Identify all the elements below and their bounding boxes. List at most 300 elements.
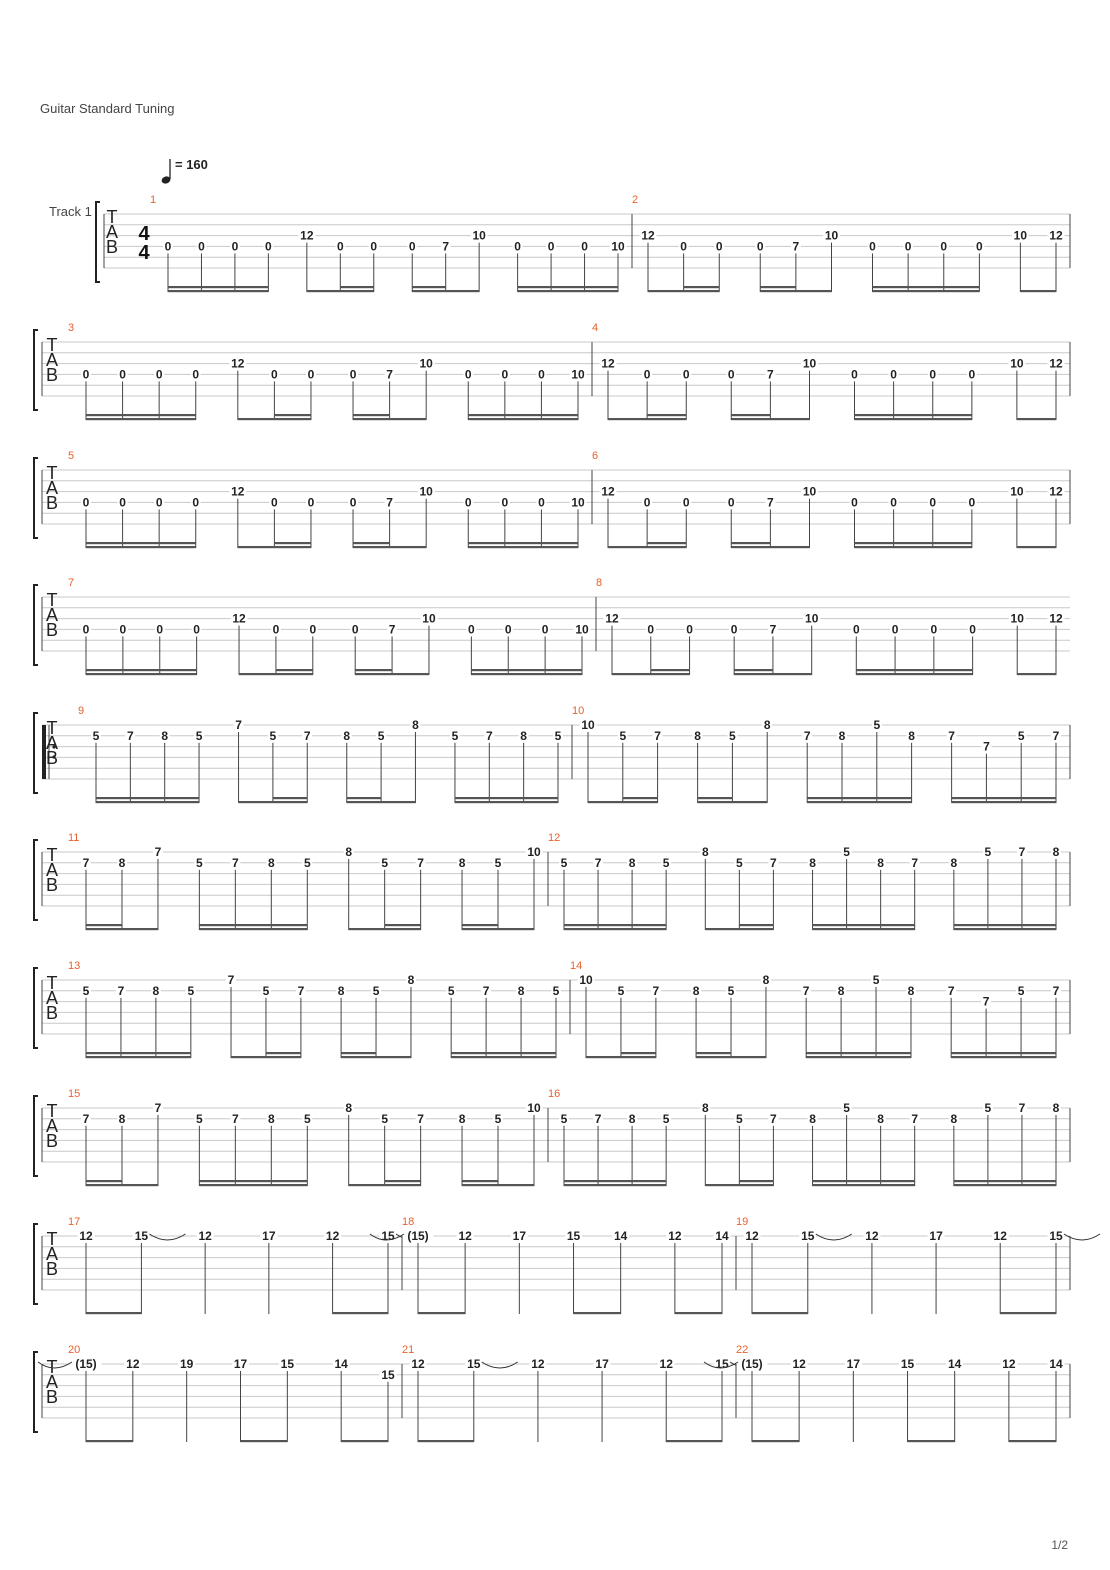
track-name: Track 1	[49, 204, 92, 219]
beam	[564, 928, 666, 930]
fret-number: 7	[792, 239, 800, 254]
beam	[696, 1052, 731, 1054]
tab-letter-b: B	[45, 365, 59, 385]
fret-number: 10	[824, 228, 839, 243]
fret-number: 0	[541, 622, 549, 637]
fret-number: 8	[345, 845, 353, 859]
staff-system	[96, 194, 1070, 292]
beam	[696, 1056, 766, 1058]
staff-bracket	[34, 585, 38, 665]
fret-number: 0	[119, 622, 127, 637]
tie-arc	[816, 1234, 852, 1240]
fret-number: 12	[231, 484, 245, 499]
fret-number: 7	[802, 983, 810, 998]
measure-number: 14	[570, 960, 583, 972]
staff-bracket	[34, 713, 38, 793]
fret-number: 7	[770, 1111, 777, 1126]
fret-number: 5	[372, 983, 380, 998]
beam	[462, 928, 534, 930]
beam	[451, 1052, 556, 1054]
tab-letter-a: A	[45, 350, 59, 370]
fret-number: 0	[930, 622, 938, 637]
beam	[612, 673, 690, 675]
beam	[168, 286, 268, 288]
beam	[806, 1056, 911, 1058]
beam	[854, 414, 971, 416]
fret-number: 12	[641, 228, 655, 243]
fret-number: 7	[388, 622, 396, 637]
beam	[608, 546, 686, 548]
fret-number: 10	[1010, 611, 1024, 626]
fret-number: 0	[929, 367, 937, 382]
fret-number: 15	[566, 1229, 581, 1243]
fret-number: 10	[581, 718, 595, 732]
fret-number: 5	[727, 983, 735, 998]
time-signature-bottom: 4	[138, 242, 150, 264]
beam	[806, 1052, 911, 1054]
beam	[238, 418, 311, 420]
tie-arc	[1064, 1234, 1100, 1240]
beam	[731, 414, 770, 416]
fret-number: 7	[1052, 728, 1060, 743]
fret-number: 12	[601, 484, 615, 499]
beam	[418, 1312, 465, 1314]
fret-number: 15	[381, 1229, 395, 1243]
beam	[86, 418, 196, 420]
beam	[468, 546, 578, 548]
beam	[385, 1180, 421, 1182]
fret-number: 8	[628, 1111, 636, 1126]
beam	[199, 924, 307, 926]
beam	[1000, 1312, 1056, 1314]
fret-number: 5	[447, 983, 455, 998]
fret-number: 8	[701, 1101, 709, 1115]
fret-number: 14	[613, 1229, 628, 1243]
beam	[856, 669, 972, 671]
fret-number: 8	[694, 728, 701, 743]
fret-number: 8	[837, 983, 845, 998]
fret-number: 8	[809, 855, 816, 870]
tab-letter-b: B	[45, 493, 59, 513]
beam	[518, 286, 618, 288]
fret-number: 0	[514, 239, 521, 254]
beam	[86, 669, 197, 671]
beam	[586, 1056, 656, 1058]
beam	[608, 418, 686, 420]
beam	[355, 669, 392, 671]
fret-number: 5	[303, 855, 311, 870]
fret-number: 8	[838, 728, 846, 743]
fret-number: 12	[531, 1357, 545, 1371]
fret-number: 7	[803, 728, 811, 743]
tab-letter-a: A	[45, 733, 59, 753]
staff-bracket	[34, 330, 38, 410]
fret-number: 5	[560, 1111, 568, 1126]
fret-number: 0	[271, 367, 278, 382]
fret-number: 0	[538, 495, 545, 510]
fret-number: 10	[472, 228, 486, 243]
beam	[86, 1184, 158, 1186]
beam	[739, 924, 773, 926]
fret-number: 0	[929, 495, 937, 510]
fret-number: 10	[611, 239, 625, 254]
fret-number: 10	[422, 611, 436, 626]
beam	[952, 801, 1056, 803]
fret-number: (15)	[741, 1357, 763, 1371]
tab-letter-t: T	[46, 718, 58, 738]
fret-number: 0	[464, 367, 472, 382]
staff-system	[34, 577, 1070, 675]
fret-number: 5	[381, 1111, 389, 1126]
fret-number: 12	[601, 356, 615, 371]
fret-number: 17	[595, 1357, 609, 1371]
fret-number: 5	[1017, 983, 1025, 998]
staff-systems	[34, 194, 1100, 1442]
fret-number: 12	[1002, 1357, 1016, 1371]
fret-number: 0	[307, 495, 315, 510]
fret-number: 8	[407, 973, 415, 987]
fret-number: 7	[654, 728, 661, 743]
fret-number: 0	[501, 495, 509, 510]
measure-number: 5	[68, 450, 75, 462]
fret-number: 8	[412, 718, 419, 732]
fret-number: 15	[801, 1229, 815, 1243]
beam	[353, 414, 390, 416]
fret-number: 7	[297, 983, 305, 998]
fret-number: 0	[192, 367, 200, 382]
fret-number: 5	[82, 983, 90, 998]
fret-number: 12	[605, 611, 619, 626]
fret-number: 7	[911, 1111, 919, 1126]
fret-number: 7	[442, 239, 450, 254]
fret-number: 7	[227, 973, 235, 987]
fret-number: 15	[1049, 1229, 1063, 1243]
beam	[96, 801, 199, 803]
beam	[518, 290, 618, 292]
beam	[347, 797, 381, 799]
beam	[353, 542, 390, 544]
fret-number: 0	[969, 622, 976, 637]
tab-letter-a: A	[45, 860, 59, 880]
fret-number: 0	[968, 367, 976, 382]
tab-letter-a: A	[45, 605, 59, 625]
beam	[731, 546, 809, 548]
beam	[385, 924, 421, 926]
tab-letter-a: A	[45, 1244, 59, 1264]
beam	[813, 924, 915, 926]
tab-letter-t: T	[46, 335, 58, 355]
fret-number: 5	[269, 728, 277, 743]
measure-number: 19	[736, 1216, 749, 1228]
beam	[908, 1440, 955, 1442]
beam	[856, 673, 972, 675]
beam	[86, 928, 158, 930]
fret-number: 14	[715, 1229, 729, 1243]
fret-number: (15)	[75, 1357, 97, 1371]
tab-letter-t: T	[46, 1357, 58, 1377]
beam	[273, 797, 307, 799]
beam	[574, 1312, 621, 1314]
measure-number: 2	[632, 194, 639, 206]
fret-number: 12	[325, 1229, 340, 1243]
staff-system	[34, 322, 1070, 420]
page-number: 1/2	[1051, 1538, 1068, 1552]
beam	[86, 546, 196, 548]
fret-number: 5	[1017, 728, 1025, 743]
fret-number: 10	[1010, 356, 1024, 371]
fret-number: 0	[851, 495, 858, 510]
beam	[807, 801, 911, 803]
fret-number: 7	[231, 1111, 239, 1126]
beam	[418, 1440, 474, 1442]
beam	[86, 924, 122, 926]
beam	[872, 286, 979, 288]
tab-letter-b: B	[45, 1003, 59, 1023]
fret-number: 10	[575, 622, 589, 637]
fret-number: 0	[156, 622, 164, 637]
beam	[760, 290, 831, 292]
fret-number: 10	[1010, 484, 1024, 499]
beam	[1017, 546, 1056, 548]
beam	[471, 669, 582, 671]
fret-number: 7	[231, 855, 239, 870]
beam	[96, 797, 199, 799]
fret-number: (15)	[407, 1229, 429, 1243]
fret-number: 0	[976, 239, 983, 254]
beam	[698, 801, 768, 803]
fret-number: 17	[846, 1357, 861, 1371]
fret-number: 8	[520, 728, 527, 743]
beam	[731, 418, 809, 420]
beam	[807, 797, 911, 799]
fret-number: 0	[193, 622, 200, 637]
beam	[684, 286, 720, 288]
beam	[739, 1180, 773, 1182]
fret-number: 0	[271, 495, 278, 510]
beam	[199, 928, 307, 930]
fret-number: 5	[843, 845, 850, 859]
measure-number: 17	[68, 1216, 81, 1228]
beam	[341, 1056, 411, 1058]
beam	[455, 797, 558, 799]
beam	[675, 1312, 722, 1314]
fret-number: 7	[386, 367, 393, 382]
beam	[455, 801, 558, 803]
beam	[854, 546, 971, 548]
fret-number: 8	[763, 718, 771, 732]
beam	[752, 1440, 799, 1442]
fret-number: 8	[908, 728, 915, 743]
fret-number: 0	[82, 495, 90, 510]
beam	[341, 1440, 388, 1442]
fret-number: 10	[802, 356, 817, 371]
beam	[199, 1180, 307, 1182]
fret-number: 10	[1013, 228, 1028, 243]
fret-number: 8	[1052, 1101, 1060, 1115]
fret-number: 0	[82, 622, 90, 637]
fret-number: 7	[594, 855, 602, 870]
measure-number: 7	[68, 577, 75, 589]
fret-number: 7	[417, 1111, 424, 1126]
fret-number: 8	[628, 855, 636, 870]
fret-number: 7	[485, 728, 493, 743]
fret-number: 5	[984, 1101, 992, 1115]
fret-number: 5	[552, 983, 560, 998]
tab-letter-a: A	[45, 988, 59, 1008]
beam	[872, 290, 979, 292]
fret-number: 12	[411, 1357, 425, 1371]
fret-number: 10	[527, 1101, 541, 1115]
beam	[86, 1056, 191, 1058]
beam	[705, 1184, 773, 1186]
beam	[813, 928, 915, 930]
fret-number: 7	[1018, 1101, 1026, 1115]
beam	[468, 542, 578, 544]
fret-number: 0	[682, 495, 690, 510]
fret-number: 7	[154, 1101, 162, 1115]
fret-number: 10	[419, 356, 433, 371]
fret-number: 10	[579, 973, 593, 987]
measure-number: 9	[78, 705, 85, 717]
staff-bracket	[34, 458, 38, 538]
fret-number: 5	[873, 718, 881, 732]
fret-number: 15	[715, 1357, 729, 1371]
beam	[412, 286, 445, 288]
fret-number: 15	[134, 1229, 149, 1243]
fret-number: 12	[1049, 611, 1063, 626]
beam	[276, 669, 313, 671]
beam	[355, 673, 429, 675]
fret-number: 17	[262, 1229, 276, 1243]
fret-number: 0	[730, 622, 738, 637]
fret-number: 5	[494, 855, 502, 870]
tab-letter-t: T	[46, 1101, 58, 1121]
fret-number: 7	[767, 367, 774, 382]
fret-number: 5	[451, 728, 459, 743]
fret-number: 0	[370, 239, 378, 254]
fret-number: 7	[417, 855, 424, 870]
measure-number: 10	[572, 705, 585, 717]
beam	[854, 542, 971, 544]
beam	[623, 797, 658, 799]
fret-number: 5	[262, 983, 270, 998]
fret-number: 5	[560, 855, 568, 870]
fret-number: 0	[119, 367, 126, 382]
beam	[760, 286, 796, 288]
tab-letter-a: A	[45, 1116, 59, 1136]
fret-number: 8	[1052, 845, 1060, 859]
fret-number: 0	[155, 495, 163, 510]
fret-number: 0	[869, 239, 876, 254]
fret-number: 5	[195, 728, 203, 743]
fret-number: 0	[852, 622, 860, 637]
beam	[813, 1180, 915, 1182]
beam	[451, 1056, 556, 1058]
staff-bracket	[96, 202, 100, 282]
tab-letter-t: T	[46, 1229, 58, 1249]
beam	[954, 924, 1056, 926]
staff-bracket	[34, 1224, 38, 1304]
beam	[412, 290, 479, 292]
fret-number: 8	[458, 855, 466, 870]
fret-number: 5	[843, 1101, 850, 1115]
fret-number: 5	[381, 855, 389, 870]
beam	[468, 418, 578, 420]
measure-number: 20	[68, 1344, 81, 1356]
fret-number: 0	[680, 239, 687, 254]
fret-number: 0	[890, 495, 897, 510]
beam	[954, 1180, 1056, 1182]
beam	[266, 1052, 301, 1054]
beam	[462, 1184, 534, 1186]
fret-number: 7	[154, 845, 162, 859]
fret-number: 0	[727, 495, 735, 510]
fret-number: 7	[947, 983, 955, 998]
fret-number: 0	[192, 495, 200, 510]
beam	[648, 290, 719, 292]
beam	[462, 1180, 498, 1182]
beam	[954, 1184, 1056, 1186]
fret-number: 0	[727, 367, 735, 382]
fret-number: 5	[736, 855, 743, 870]
beam	[734, 673, 812, 675]
fret-number: 8	[877, 855, 884, 870]
beam	[462, 924, 498, 926]
tab-letter-b: B	[45, 620, 59, 640]
staff-system	[34, 1216, 1100, 1314]
fret-number: 8	[458, 1111, 466, 1126]
staff-system	[34, 450, 1070, 548]
fret-number: 7	[769, 622, 777, 637]
fret-number: 0	[643, 495, 651, 510]
fret-number: 8	[267, 855, 275, 870]
fret-number: 7	[770, 855, 777, 870]
fret-number: 7	[117, 983, 125, 998]
beam	[239, 801, 308, 803]
beam	[86, 1180, 122, 1182]
fret-number: 8	[877, 1111, 884, 1126]
fret-number: 5	[196, 855, 203, 870]
beam	[752, 1312, 808, 1314]
tie-arc	[149, 1234, 185, 1240]
fret-number: 0	[968, 495, 976, 510]
beam	[86, 1052, 191, 1054]
fret-number: 5	[377, 728, 385, 743]
beam	[854, 418, 971, 420]
fret-number: 7	[767, 495, 774, 510]
beam	[952, 797, 1056, 799]
fret-number: 5	[554, 728, 562, 743]
fret-number: 15	[900, 1357, 915, 1371]
measure-number: 22	[736, 1344, 749, 1356]
tab-letter-a: A	[45, 478, 59, 498]
beam	[307, 290, 374, 292]
fret-number: 0	[538, 367, 545, 382]
beam	[199, 1184, 307, 1186]
beam	[333, 1312, 388, 1314]
beam	[647, 542, 686, 544]
fret-number: 15	[381, 1367, 395, 1382]
fret-number: 12	[865, 1229, 879, 1243]
fret-number: 7	[983, 739, 990, 754]
fret-number: 0	[265, 239, 272, 254]
fret-number: 0	[119, 495, 126, 510]
tempo-marking	[161, 157, 208, 185]
fret-number: 12	[232, 611, 246, 626]
beam	[564, 1180, 666, 1182]
beam	[86, 414, 196, 416]
beam	[1017, 418, 1056, 420]
